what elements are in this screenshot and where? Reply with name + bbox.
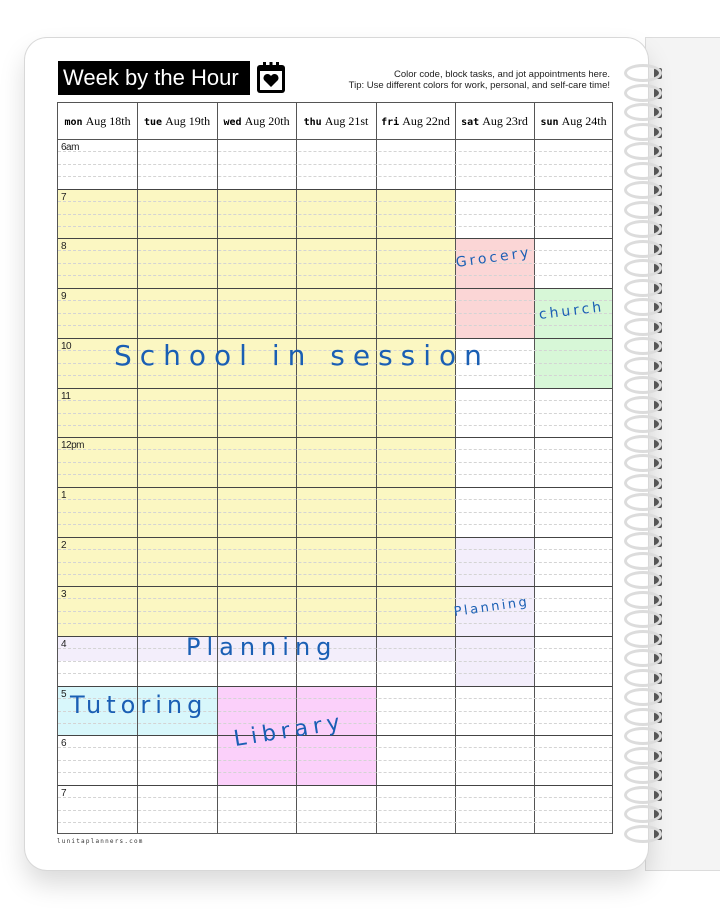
weekly-hour-grid bbox=[57, 102, 613, 834]
quarter-hour-line bbox=[58, 524, 612, 525]
hour-label: 1 bbox=[61, 490, 67, 501]
quarter-hour-line bbox=[58, 201, 612, 202]
spiral-ring bbox=[624, 103, 662, 121]
spiral-ring bbox=[624, 513, 662, 531]
spiral-ring bbox=[624, 318, 662, 336]
day-date: Aug 23rd bbox=[482, 114, 528, 128]
note-tutoring: Tutoring bbox=[70, 691, 208, 719]
day-name: thu bbox=[303, 117, 322, 128]
quarter-hour-line bbox=[58, 822, 612, 823]
quarter-hour-line bbox=[58, 413, 612, 414]
spiral-ring bbox=[624, 220, 662, 238]
hour-label: 4 bbox=[61, 639, 67, 650]
quarter-hour-line bbox=[58, 449, 612, 450]
spiral-ring bbox=[624, 493, 662, 511]
spiral-ring bbox=[624, 747, 662, 765]
quarter-hour-line bbox=[58, 797, 612, 798]
quarter-hour-line bbox=[58, 623, 612, 624]
tips-line-1: Color code, block tasks, and jot appointments here. bbox=[394, 69, 610, 80]
quarter-hour-line bbox=[58, 772, 612, 773]
spiral-ring bbox=[624, 825, 662, 843]
hour-label: 2 bbox=[61, 540, 67, 551]
hour-line bbox=[58, 388, 612, 389]
quarter-hour-line bbox=[58, 375, 612, 376]
day-name: mon bbox=[64, 117, 83, 128]
spiral-ring bbox=[624, 376, 662, 394]
spiral-ring bbox=[624, 415, 662, 433]
spiral-ring bbox=[624, 766, 662, 784]
quarter-hour-line bbox=[58, 151, 612, 152]
day-header-fri bbox=[376, 103, 455, 139]
day-header-wed bbox=[217, 103, 296, 139]
hour-label: 7 bbox=[61, 788, 67, 799]
hour-line bbox=[58, 785, 612, 786]
spiral-ring bbox=[624, 669, 662, 687]
day-header-row bbox=[58, 103, 612, 140]
spiral-ring bbox=[624, 571, 662, 589]
tips-line-2: Tip: Use different colors for work, personal, and self-care time! bbox=[348, 80, 610, 91]
spiral-ring bbox=[624, 123, 662, 141]
spiral-ring bbox=[624, 201, 662, 219]
quarter-hour-line bbox=[58, 462, 612, 463]
quarter-hour-line bbox=[58, 562, 612, 563]
note-planning: Planning bbox=[186, 633, 338, 661]
spiral-ring bbox=[624, 162, 662, 180]
hour-line bbox=[58, 686, 612, 687]
tips-text bbox=[349, 69, 610, 91]
calendar-heart-icon bbox=[256, 61, 286, 95]
day-header-thu bbox=[296, 103, 376, 139]
note-grocery: Grocery bbox=[454, 244, 533, 271]
spiral-ring bbox=[624, 240, 662, 258]
footer-website: lunitaplanners.com bbox=[57, 838, 144, 845]
quarter-hour-line bbox=[58, 176, 612, 177]
spiral-ring bbox=[624, 181, 662, 199]
hour-line bbox=[58, 487, 612, 488]
spiral-ring bbox=[624, 64, 662, 82]
quarter-hour-line bbox=[58, 499, 612, 500]
hour-label: 7 bbox=[61, 192, 67, 203]
hour-label: 3 bbox=[61, 589, 67, 600]
hour-label: 12pm bbox=[61, 440, 85, 451]
quarter-hour-line bbox=[58, 214, 612, 215]
day-name: sun bbox=[540, 117, 559, 128]
hour-label: 10 bbox=[61, 341, 72, 352]
day-date: Aug 24th bbox=[561, 114, 607, 128]
quarter-hour-line bbox=[58, 474, 612, 475]
quarter-hour-line bbox=[58, 810, 612, 811]
quarter-hour-line bbox=[58, 226, 612, 227]
hour-label: 11 bbox=[61, 391, 71, 402]
day-name: sat bbox=[461, 117, 480, 128]
spiral-ring bbox=[624, 142, 662, 160]
day-header-mon bbox=[58, 103, 137, 139]
spiral-ring bbox=[624, 708, 662, 726]
spiral-ring bbox=[624, 610, 662, 628]
hour-label: 8 bbox=[61, 241, 67, 252]
spiral-ring bbox=[624, 298, 662, 316]
day-date: Aug 20th bbox=[244, 114, 290, 128]
spiral-ring bbox=[624, 259, 662, 277]
spiral-ring bbox=[624, 688, 662, 706]
quarter-hour-line bbox=[58, 760, 612, 761]
quarter-hour-line bbox=[58, 263, 612, 264]
spiral-ring bbox=[624, 630, 662, 648]
hour-label: 6am bbox=[61, 142, 79, 153]
quarter-hour-line bbox=[58, 313, 612, 314]
spiral-ring bbox=[624, 474, 662, 492]
quarter-hour-line bbox=[58, 300, 612, 301]
hour-line bbox=[58, 288, 612, 289]
spiral-ring bbox=[624, 396, 662, 414]
spiral-ring bbox=[624, 337, 662, 355]
quarter-hour-line bbox=[58, 275, 612, 276]
quarter-hour-line bbox=[58, 164, 612, 165]
note-church: church bbox=[538, 299, 605, 323]
hour-label: 9 bbox=[61, 291, 67, 302]
day-header-sun bbox=[534, 103, 613, 139]
spiral-ring bbox=[624, 552, 662, 570]
day-name: fri bbox=[381, 117, 400, 128]
quarter-hour-line bbox=[58, 549, 612, 550]
spiral-ring bbox=[624, 279, 662, 297]
quarter-hour-line bbox=[58, 661, 612, 662]
quarter-hour-line bbox=[58, 512, 612, 513]
note-school-in-session: School in session bbox=[114, 339, 490, 372]
next-page-edge bbox=[646, 38, 720, 870]
note-planning-sat: Planning bbox=[452, 594, 531, 620]
quarter-hour-line bbox=[58, 400, 612, 401]
hour-label: 5 bbox=[61, 689, 67, 700]
spiral-ring bbox=[624, 786, 662, 804]
spiral-ring bbox=[624, 649, 662, 667]
quarter-hour-line bbox=[58, 611, 612, 612]
day-header-tue bbox=[137, 103, 217, 139]
spiral-ring bbox=[624, 805, 662, 823]
spiral-ring bbox=[624, 84, 662, 102]
day-name: wed bbox=[223, 117, 242, 128]
quarter-hour-line bbox=[58, 574, 612, 575]
spiral-ring bbox=[624, 454, 662, 472]
day-date: Aug 19th bbox=[165, 114, 211, 128]
quarter-hour-line bbox=[58, 425, 612, 426]
page-title: Week by the Hour bbox=[58, 61, 250, 95]
spiral-ring bbox=[624, 727, 662, 745]
day-header-sat bbox=[455, 103, 534, 139]
spiral-ring bbox=[624, 435, 662, 453]
hour-line bbox=[58, 437, 612, 438]
hour-line bbox=[58, 238, 612, 239]
hour-line bbox=[58, 537, 612, 538]
hour-line bbox=[58, 586, 612, 587]
day-date: Aug 18th bbox=[85, 114, 131, 128]
spiral-ring bbox=[624, 357, 662, 375]
hour-line bbox=[58, 189, 612, 190]
quarter-hour-line bbox=[58, 673, 612, 674]
quarter-hour-line bbox=[58, 325, 612, 326]
note-library: Library bbox=[232, 709, 347, 752]
spiral-ring bbox=[624, 591, 662, 609]
spiral-ring bbox=[624, 532, 662, 550]
day-date: Aug 22nd bbox=[402, 114, 450, 128]
quarter-hour-line bbox=[58, 747, 612, 748]
day-name: tue bbox=[143, 117, 162, 128]
day-date: Aug 21st bbox=[324, 114, 369, 128]
hour-label: 6 bbox=[61, 738, 67, 749]
